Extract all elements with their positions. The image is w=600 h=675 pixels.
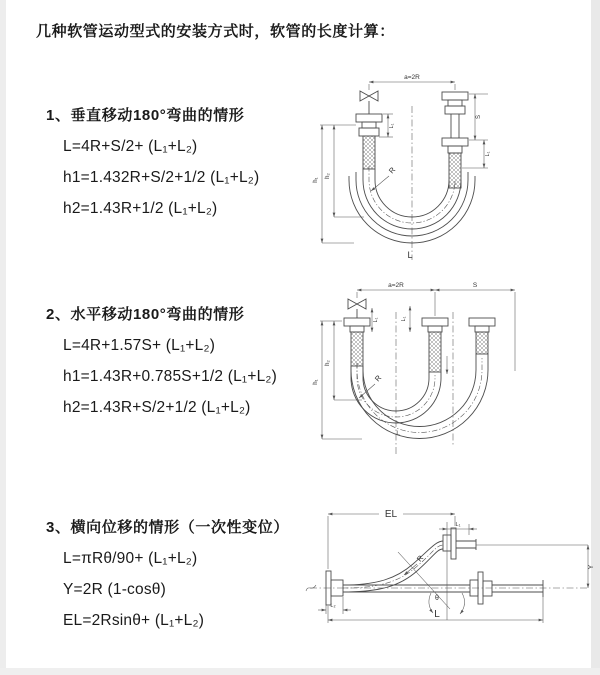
formula-y: Y=2R (1-cosθ) [63, 581, 166, 598]
braided-hose-section [429, 332, 441, 372]
dim-label-h1: h₁ [313, 379, 319, 385]
dim-a2r [369, 74, 455, 90]
dim-label-r: R [414, 553, 426, 564]
valve-icon [360, 91, 378, 101]
section-heading: 2、水平移动180°弯曲的情形 [46, 306, 245, 323]
formula-h2: h2=1.43R+S/2+1/2 (L₁+L₂) [63, 399, 251, 416]
dim-label-s: S [472, 282, 478, 289]
section-vertical-bend [46, 104, 259, 224]
lateral-displacement-drawing [300, 502, 598, 652]
dim-label-l1: L₁ [389, 123, 395, 129]
middle-pipe-fitting [422, 318, 448, 372]
valve-icon [348, 299, 366, 309]
diagram-horizontal-bend [312, 278, 590, 475]
diagram-lateral-displacement [300, 502, 598, 657]
left-pipe-fitting [344, 318, 370, 366]
dim-label-l: L [396, 431, 400, 437]
horizontal-bend-drawing [312, 278, 590, 470]
dim-label-theta: θ [435, 595, 439, 602]
dim-a2r [357, 282, 435, 316]
dim-label-l1: L₁ [485, 151, 491, 157]
right-pipe-fitting [469, 318, 495, 354]
dim-label-el: EL [384, 509, 398, 520]
right-pipe-fitting [442, 92, 468, 188]
section-heading: 3、横向位移的情形（一次性变位） [46, 519, 289, 536]
formula-h1: h1=1.43R+0.785S+1/2 (L₁+L₂) [63, 368, 277, 385]
dim-h2 [325, 125, 364, 217]
dim-label-l1: L₁ [373, 317, 379, 323]
dim-label-r: R [386, 165, 398, 176]
dim-label-a2r: a=2R [388, 282, 404, 289]
page-title: 几种软管运动型式的安装方式时，软管的长度计算： [36, 23, 395, 40]
dim-l1-left [379, 114, 395, 137]
braided-hose-section [351, 332, 363, 366]
diagram-vertical-bend [312, 68, 590, 271]
dim-label-s: S [476, 114, 482, 120]
dim-l1-middle [401, 306, 410, 332]
dim-label-h2: h₂ [325, 173, 331, 179]
section-heading: 1、垂直移动180°弯曲的情形 [46, 107, 245, 124]
braided-hose-section [363, 136, 375, 169]
angle-construction [398, 522, 465, 620]
dim-label-y: Y [588, 564, 595, 570]
vertical-bend-drawing [312, 68, 590, 266]
dim-label-r: R [372, 373, 384, 384]
braided-hose-section [476, 332, 488, 354]
dim-label-a2r: a=2R [404, 74, 420, 81]
formula-el: EL=2Rsinθ+ (L₁+L₂) [63, 612, 205, 629]
u-bend-hose [351, 354, 488, 439]
s-curve-hose [343, 541, 443, 592]
page-edge-left [0, 0, 6, 675]
formula-h1: h1=1.432R+S/2+1/2 (L₁+L₂) [63, 169, 260, 186]
section-lateral-displacement [46, 516, 289, 636]
formula-length: L=4R+S/2+ (L₁+L₂) [63, 138, 198, 155]
dim-s [469, 94, 488, 140]
formula-length: L=πRθ/90+ (L₁+L₂) [63, 550, 198, 567]
formula-h2: h2=1.43R+1/2 (L₁+L₂) [63, 200, 218, 217]
dim-l1-left [372, 308, 379, 332]
dim-l2 [318, 597, 351, 614]
dim-label-h2: h₂ [325, 360, 331, 366]
dim-label-l1: L₁ [455, 522, 461, 528]
section-horizontal-bend [46, 303, 277, 423]
dim-label-l: L [407, 250, 413, 260]
upper-flange [443, 528, 476, 559]
dim-label-l2: L₂ [330, 603, 336, 609]
dim-label-l: L [434, 609, 440, 620]
dim-el [328, 509, 455, 569]
dim-y [476, 545, 595, 588]
dim-l1 [439, 522, 477, 535]
dim-label-h1: h₁ [313, 177, 319, 183]
radius-callout [404, 553, 426, 575]
left-pipe-fitting [356, 114, 382, 169]
dim-l1-right [462, 140, 491, 168]
formula-length: L=4R+1.57S+ (L₁+L₂) [63, 337, 216, 354]
dim-label-l1: L₁ [401, 316, 407, 322]
page-edge-bottom [0, 668, 600, 675]
